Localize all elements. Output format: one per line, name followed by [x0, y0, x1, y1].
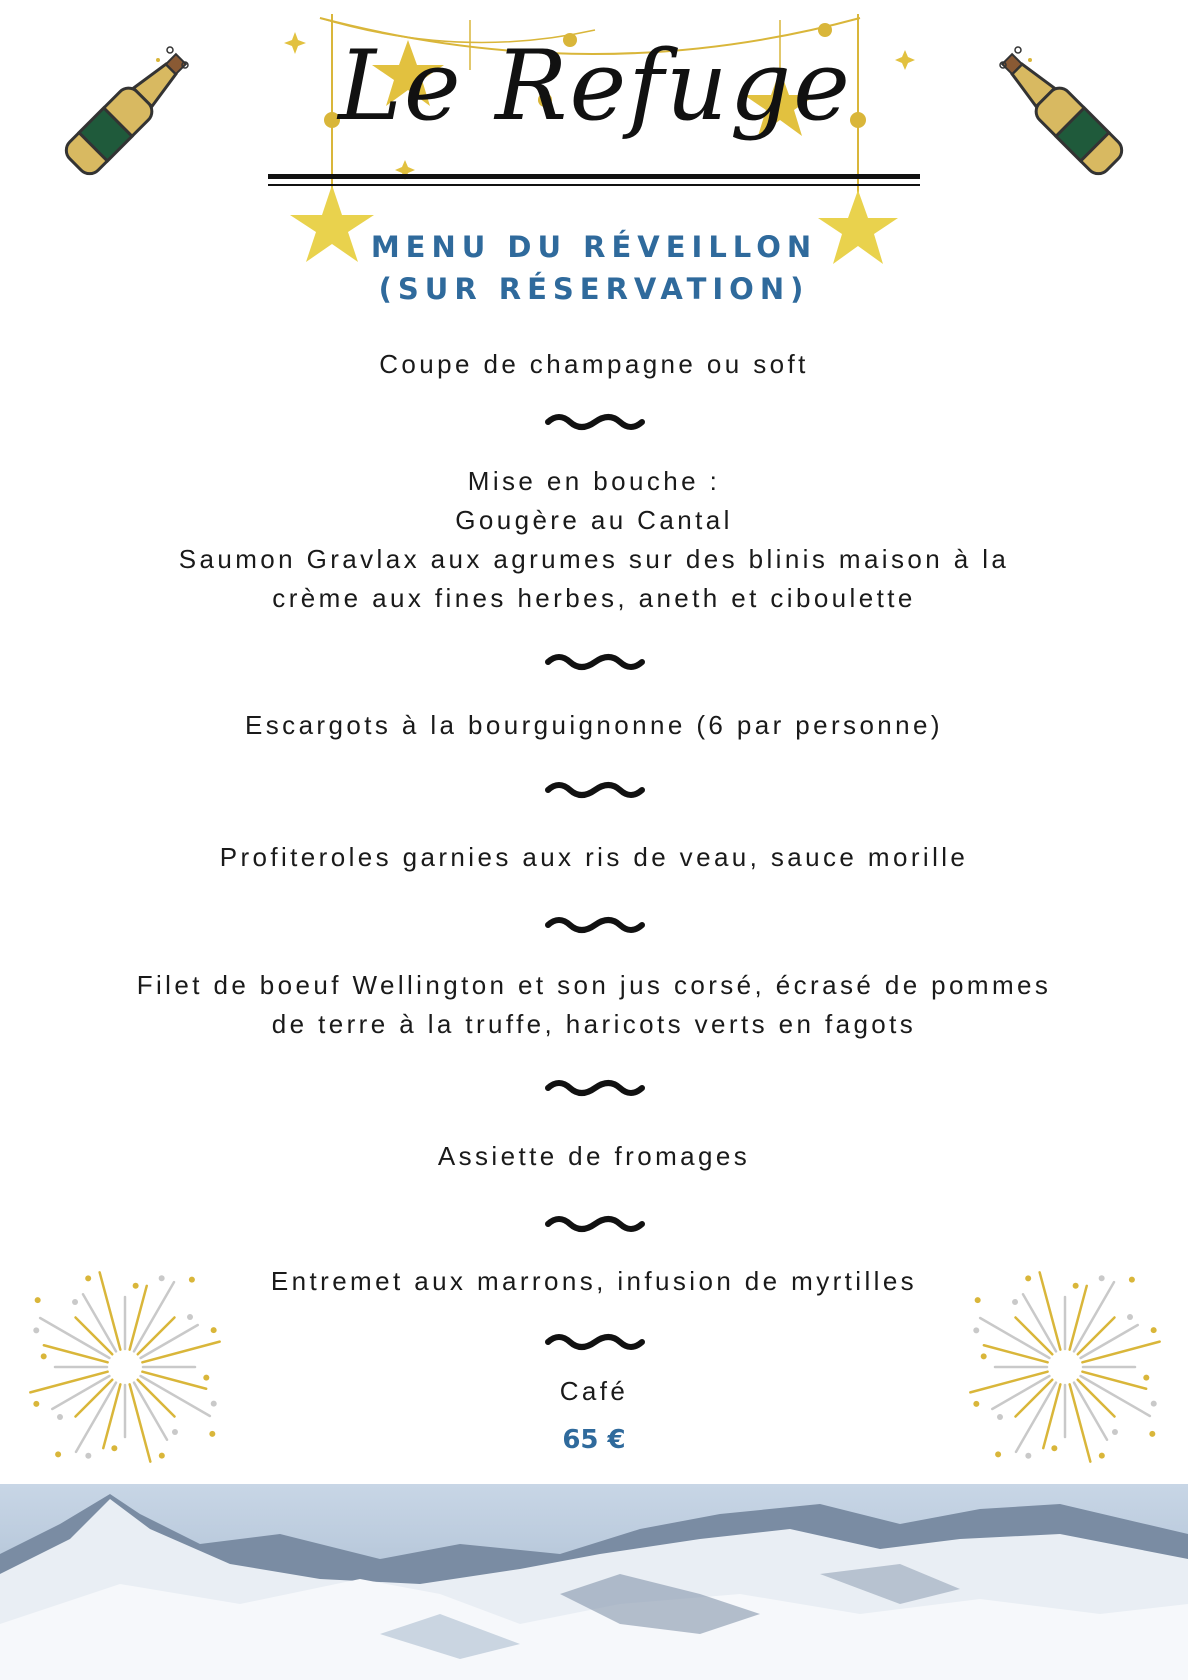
menu-price: 65 € [562, 1425, 626, 1455]
course-item: Café [559, 1376, 629, 1406]
wave-divider-icon [545, 410, 645, 434]
menu-title: MENU DU RÉVEILLON [370, 230, 818, 264]
course-item: Assiette de fromages [437, 1141, 751, 1171]
snowy-mountains-image [0, 1484, 1188, 1680]
champagne-bottle-icon [40, 30, 210, 200]
wave-divider-icon [545, 1212, 645, 1236]
wave-divider-icon [545, 778, 645, 802]
course-item: Mise en bouche : [467, 466, 721, 496]
logo-text: Le Refuge [338, 30, 852, 142]
wave-divider-icon [545, 1330, 645, 1354]
course-item: Coupe de champagne ou soft [379, 349, 809, 379]
course-item: Saumon Gravlax aux agrumes sur des blinis maison à la [178, 544, 1010, 574]
course-item: crème aux fines herbes, aneth et ciboulette [272, 583, 916, 613]
course-item: Profiteroles garnies aux ris de veau, sauce morille [219, 842, 969, 872]
course-item: Gougère au Cantal [455, 505, 733, 535]
course-item: Filet de boeuf Wellington et son jus corsé, écrasé de pommes [136, 970, 1052, 1000]
course-item: Entremet aux marrons, infusion de myrtilles [270, 1266, 918, 1296]
wave-divider-icon [545, 913, 645, 937]
champagne-bottle-icon [978, 30, 1148, 200]
course-item: Escargots à la bourguignonne (6 par personne) [245, 710, 943, 740]
course-item: de terre à la truffe, haricots verts en fagots [271, 1009, 917, 1039]
wave-divider-icon [545, 650, 645, 674]
menu-subtitle: (SUR RÉSERVATION) [378, 272, 810, 306]
firework-icon [20, 1262, 230, 1472]
wave-divider-icon [545, 1076, 645, 1100]
firework-icon [960, 1262, 1170, 1472]
